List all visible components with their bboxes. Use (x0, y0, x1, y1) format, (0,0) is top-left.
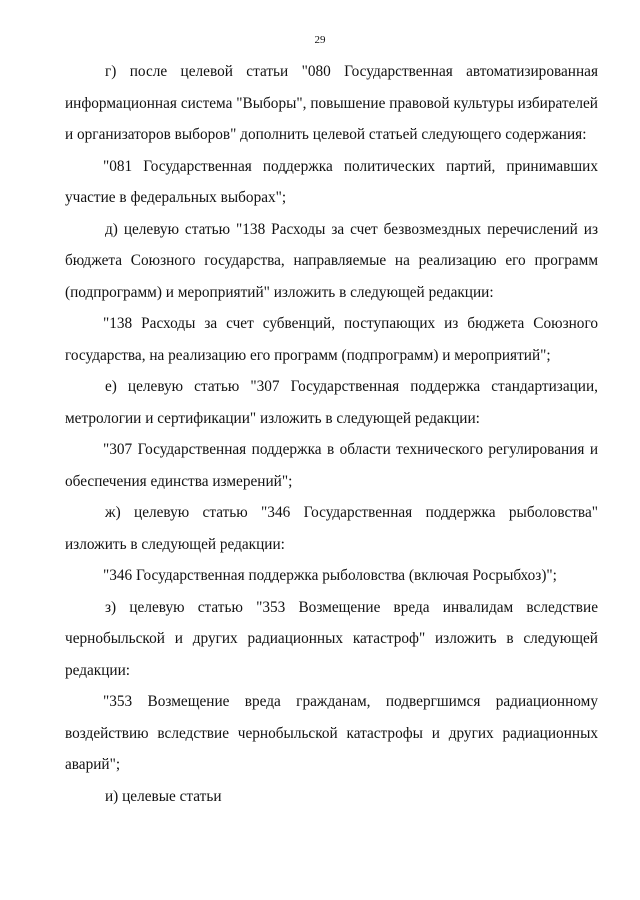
paragraph-307-text: "307 Государственная поддержка в области технического регулирования и обеспечения единства измерений"; (65, 441, 598, 490)
paragraph-i-amendment: и) целевые статьи (105, 787, 222, 805)
paragraph-d-amendment: д) целевую статью "138 Расходы за счет безвозмездных перечислений из бюджета Союзного государства, направляемые на реализацию его программ (подпрограмм) и мероприятий" изложить в следующей редакции: (65, 220, 598, 301)
paragraph-e-amendment: е) целевую статью "307 Государственная поддержка стандартизации, метрологии и сертификации" изложить в следующей редакции: (65, 378, 598, 427)
paragraph-zh-amendment: ж) целевую статью "346 Государственная поддержка рыболовства" изложить в следующей редакции: (65, 504, 598, 553)
paragraph-138-text: "138 Расходы за счет субвенций, поступающих из бюджета Союзного государства, на реализацию его программ (подпрограмм) и мероприятий"; (65, 315, 598, 364)
paragraph-z-amendment: з) целевую статью "353 Возмещение вреда инвалидам вследствие чернобыльской и других радиационных катастроф" изложить в следующей редакции: (65, 598, 598, 679)
document-body (65, 56, 598, 812)
paragraph-346-text: "346 Государственная поддержка рыболовства (включая Росрыбхоз)"; (103, 567, 557, 584)
page-number: 29 (314, 34, 326, 46)
paragraph-353-text: "353 Возмещение вреда гражданам, подвергшимся радиационному воздействию вследствие чернобыльской катастрофы и других радиационных аварий"; (65, 693, 598, 773)
paragraph-g-amendment: г) после целевой статьи "080 Государственная автоматизированная информационная система "Выборы", повышение правовой культуры избирателей и организаторов выборов" дополнить целевой статьей следующего содержания: (65, 63, 598, 143)
paragraph-081-text: "081 Государственная поддержка политических партий, принимавших участие в федеральных выборах"; (65, 157, 598, 206)
